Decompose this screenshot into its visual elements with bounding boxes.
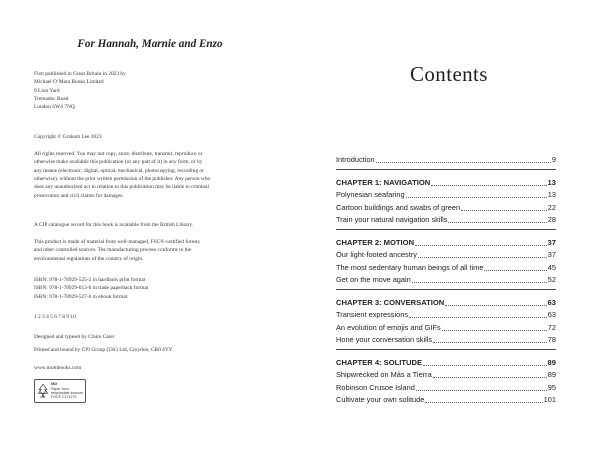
toc-chapter-1: CHAPTER 1: NAVIGATION 13 [336, 177, 556, 189]
isbn-list [34, 276, 284, 301]
publisher-website: www.mombooks.com [34, 365, 82, 371]
toc-entry: Shipwrecked on Más a Tierra 89 [336, 369, 556, 381]
rights-line: otherwise), without the prior written permission of the publisher. Any person who [34, 176, 211, 183]
rights-notice [34, 150, 284, 200]
rights-line: otherwise make available this publication (or any part of it) in any form, or by [34, 159, 203, 166]
publication-line: London SW4 7NQ [34, 104, 75, 111]
isbn-line: ISBN: 978-1-78929-525-2 in hardback print format [34, 277, 146, 283]
toc-entry: Transient expressions 63 [336, 309, 556, 321]
rights-line: does any unauthorized act in relation to this publication may be liable to criminal [34, 184, 209, 191]
materials-notice [34, 238, 284, 263]
fsc-tree-icon [37, 381, 49, 401]
divider [336, 169, 556, 170]
fsc-logo [34, 379, 86, 403]
rights-line: any means (electronic, digital, optical, mechanical, photocopying, recording or [34, 167, 204, 174]
cip-notice: A CIP catalogue record for this book is available from the British Library. [34, 222, 194, 228]
production-credits [34, 333, 284, 355]
toc-chapter-3: CHAPTER 3: CONVERSATION 63 [336, 297, 556, 309]
table-of-contents [336, 154, 556, 406]
toc-entry: Cultivate your own solitude 101 [336, 394, 556, 406]
divider [336, 289, 556, 290]
rights-line: prosecution and civil claims for damages. [34, 192, 124, 199]
fsc-letters: FSC [40, 396, 46, 400]
contents-page [300, 0, 600, 459]
toc-entry: Cartoon buildings and swabs of green 22 [336, 202, 556, 214]
publication-info [34, 70, 284, 112]
toc-entry: Hone your conversation skills 78 [336, 334, 556, 346]
printer-credit: Printed and bound by CPI Group (UK) Ltd, Croydon, CR0 4YY [34, 347, 173, 354]
publication-line: First published in Great Britain in 2023 by [34, 71, 126, 77]
rights-line: All rights reserved. You may not copy, store, distribute, transmit, reproduce or [34, 151, 203, 157]
page-title: Contents [410, 62, 488, 86]
publication-line: 9 Lion Yard [34, 87, 60, 94]
fsc-label: MIX Paper from responsible sources FSC® C171272 [51, 382, 83, 400]
toc-chapter-2: CHAPTER 2: MOTION 37 [336, 237, 556, 249]
publication-line: Michael O’Mara Books Limited [34, 79, 104, 86]
toc-entry: An evolution of emojis and GIFs 72 [336, 322, 556, 334]
toc-entry: Get on the move again 52 [336, 274, 556, 286]
toc-entry: Our light-footed ancestry 37 [336, 249, 556, 261]
toc-entry: Train your natural navigation skills 28 [336, 214, 556, 226]
materials-line: environmental regulations of the country of origin. [34, 255, 144, 262]
isbn-line: ISBN: 978-1-78929-613-6 in trade paperback format [34, 285, 149, 292]
designer-credit: Designed and typeset by Claire Cater [34, 334, 115, 340]
isbn-line: ISBN: 978-1-78929-527-6 in ebook format [34, 293, 128, 300]
divider [336, 349, 556, 350]
dedication: For Hannah, Marnie and Enzo [77, 38, 223, 50]
printing-line: 1 2 3 4 5 6 7 8 9 10 [34, 314, 76, 320]
publication-line: Tremadoc Road [34, 96, 69, 103]
materials-line: This product is made of material from well-managed, FSC®-certified forests [34, 239, 200, 245]
toc-entry-introduction: Introduction 9 [336, 154, 556, 166]
toc-entry: The most sedentary human beings of all time 45 [336, 262, 556, 274]
divider [336, 229, 556, 230]
toc-entry: Polynesian seafaring 13 [336, 189, 556, 201]
toc-chapter-4: CHAPTER 4: SOLITUDE 89 [336, 357, 556, 369]
toc-entry: Robinson Crusoe Island 95 [336, 382, 556, 394]
copyright-notice: Copyright © Graham Lee 2023 [34, 134, 102, 140]
materials-line: and other controlled sources. The manufacturing process conforms to the [34, 247, 192, 254]
